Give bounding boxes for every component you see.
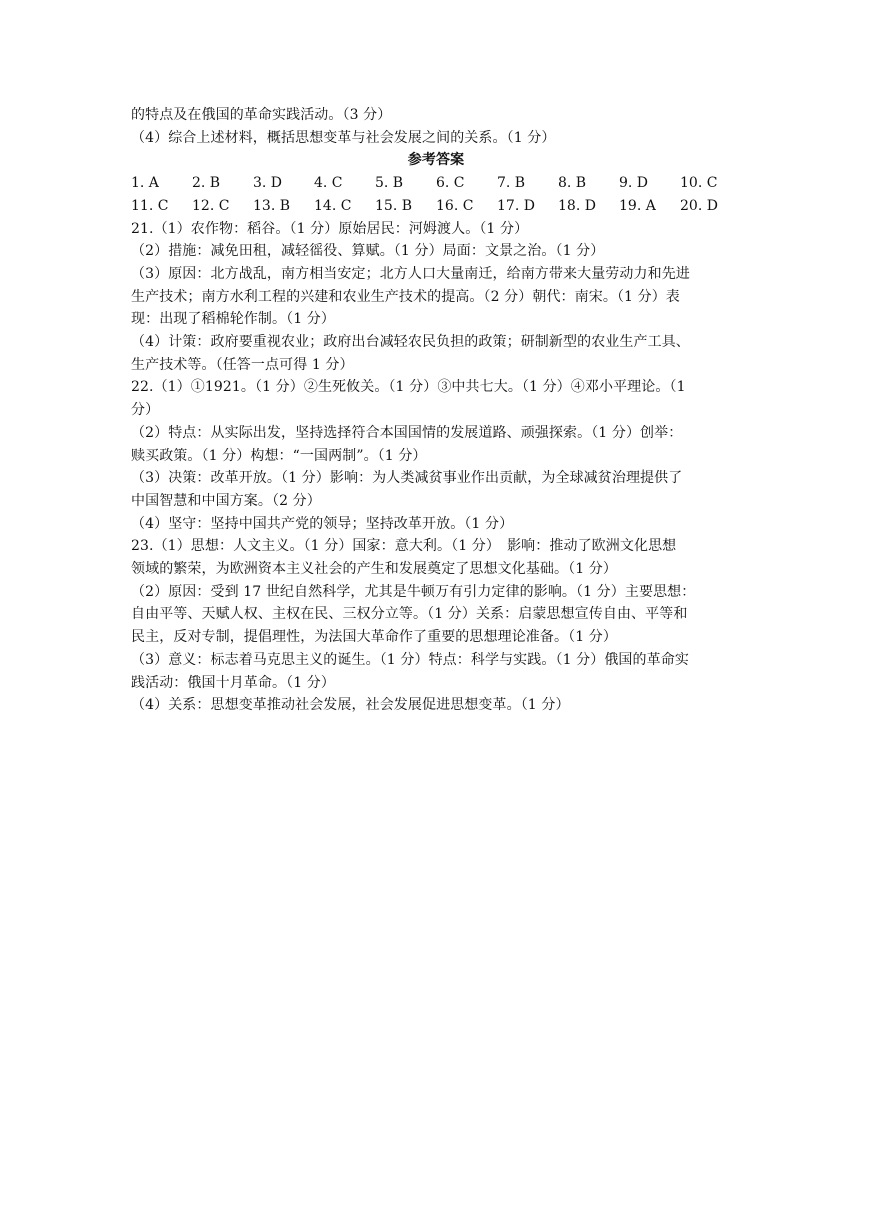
multiple-choice-answer-row: [131, 195, 741, 218]
answer-section-title: 参考答案: [407, 152, 465, 169]
mc-answer: 7. B: [497, 175, 526, 192]
mc-answer: 17. D: [497, 197, 535, 214]
mc-answer: 18. D: [558, 197, 596, 214]
mc-answer: 2. B: [192, 175, 221, 192]
mc-answer: 5. B: [375, 175, 404, 192]
answer-line: （3）原因：北方战乱，南方相当安定；北方人口大量南迁，给南方带来大量劳动力和先进: [131, 265, 690, 282]
mc-answer: 20. D: [680, 197, 718, 214]
mc-answer: 9. D: [619, 175, 649, 192]
answer-line: （4）计策：政府要重视农业；政府出台减轻农民负担的政策；研制新型的农业生产工具、: [131, 334, 690, 351]
answer-line: 生产技术等。（任答一点可得 1 分）: [131, 356, 354, 373]
mc-answer: 19. A: [619, 197, 656, 214]
question-text-line: 的特点及在俄国的革命实践活动。（3 分）: [131, 107, 392, 123]
mc-answer: 11. C: [131, 197, 169, 214]
answer-line: （4）关系：思想变革推动社会发展，社会发展促进思想变革。（1 分）: [131, 697, 570, 714]
answer-line: 分）: [131, 402, 160, 419]
answer-line: 自由平等、天赋人权、主权在民、三权分立等。（1 分）关系：启蒙思想宣传自由、平等和: [131, 606, 688, 623]
mc-answer: 12. C: [192, 197, 230, 214]
mc-answer: 10. C: [680, 175, 718, 192]
mc-answer: 14. C: [314, 197, 352, 214]
answer-line: 践活动：俄国十月革命。（1 分）: [131, 674, 335, 691]
answer-line: （3）意义：标志着马克思主义的诞生。（1 分）特点：科学与实践。（1 分）俄国的革命实: [131, 651, 689, 668]
answer-line: （2）原因：受到 17 世纪自然科学，尤其是牛顿万有引力定律的影响。（1 分）主要思想：: [131, 583, 696, 600]
answer-line: 领域的繁荣，为欧洲资本主义社会的产生和发展奠定了思想文化基础。（1 分）: [131, 561, 617, 578]
answer-line: 22.（1）①1921。（1 分）②生死攸关。（1 分）③中共七大。（1 分）④邓小平理论。（1: [131, 379, 686, 396]
answer-line: 赎买政策。（1 分）构想：“一国两制”。（1 分）: [131, 447, 427, 464]
answer-line: （2）特点：从实际出发，坚持选择符合本国国情的发展道路、顽强探索。（1 分）创举：: [131, 424, 683, 441]
mc-answer: 8. B: [558, 175, 587, 192]
mc-answer: 3. D: [253, 175, 283, 192]
answer-line: 现：出现了稻棉轮作制。（1 分）: [131, 311, 335, 328]
question-text-line: （4）综合上述材料，概括思想变革与社会发展之间的关系。（1 分）: [131, 129, 556, 146]
answer-line: 中国智慧和中国方案。（2 分）: [131, 492, 321, 509]
mc-answer: 4. C: [314, 175, 343, 192]
answer-document: [131, 104, 741, 717]
answer-line: （4）坚守：坚持中国共产党的领导；坚持改革开放。（1 分）: [131, 515, 514, 532]
mc-answer: 16. C: [436, 197, 474, 214]
mc-answer: 6. C: [436, 175, 465, 192]
answer-line: （3）决策：改革开放。（1 分）影响：为人类减贫事业作出贡献，为全球减贫治理提供了: [131, 470, 683, 487]
mc-answer: 13. B: [253, 197, 291, 214]
answer-line: 民主，反对专制，提倡理性，为法国大革命作了重要的思想理论准备。（1 分）: [131, 629, 617, 646]
answer-line: 生产技术；南方水利工程的兴建和农业生产技术的提高。（2 分）朝代：南宋。（1 分）表: [131, 288, 680, 305]
mc-answer: 1. A: [131, 175, 159, 192]
answer-line: （2）措施：减免田租，减轻徭役、算赋。（1 分）局面：文景之治。（1 分）: [131, 243, 605, 260]
multiple-choice-answer-row: [131, 172, 741, 195]
answer-line: 23.（1）思想：人文主义。（1 分）国家：意大利。（1 分） 影响：推动了欧洲文化思想: [131, 538, 677, 555]
mc-answer: 15. B: [375, 197, 413, 214]
answer-line: 21.（1）农作物：稻谷。（1 分）原始居民：河姆渡人。（1 分）: [131, 220, 529, 237]
